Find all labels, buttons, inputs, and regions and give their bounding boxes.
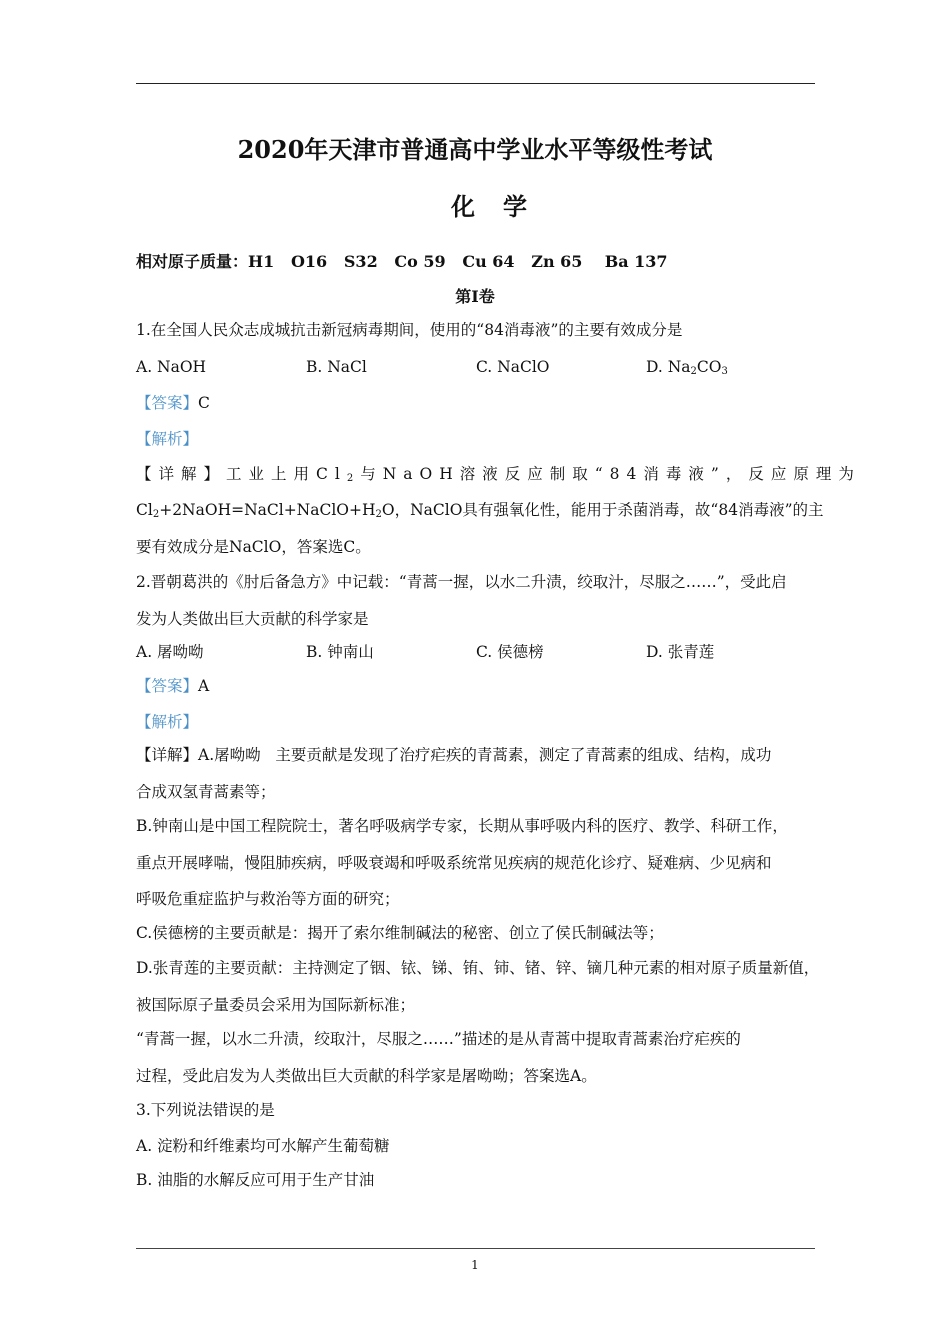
q2-analysis-label: 【解析】 [136,713,199,731]
q1-option-c: C. NaClO [476,358,550,376]
q1-stem: 1.在全国人民众志成城抗击新冠病毒期间，使用的“84消毒液”的主要有效成分是 [136,321,683,339]
q1-detail-line-1: 【详解】工业上用$Cl_2$与NaOH溶液反应制取“84消毒液”，反应原理为 [136,465,861,484]
q3-option-a: A. 淀粉和纤维素均可水解产生葡萄糖 [136,1137,390,1155]
q2-detail-line-7: D.张青莲的主要贡献：主持测定了铟、铱、锑、铕、铈、锗、锌、镝几种元素的相对原子质量新值， [136,959,820,977]
q1-answer-value: C [198,394,210,412]
q2-stem-line-1: 2.晋朝葛洪的《肘后备急方》中记载：“青蒿一握，以水二升渍，绞取汁，尽服之……”，受此启 [136,573,787,591]
q1-option-a: A. NaOH [136,358,207,376]
q2-detail-line-1: 【详解】A.屠呦呦 主要贡献是发现了治疗疟疾的青蒿素，测定了青蒿素的组成、结构，成功 [136,746,772,764]
q2-answer [136,675,816,697]
bottom-rule [136,1248,815,1249]
atomic-mass: 相对原子质量：H1 O16 S32 Co 59 Cu 64 Zn 65 Ba 137 [136,252,668,271]
q2-options [136,641,816,663]
q2-detail-line-10: 过程，受此启发为人类做出巨大贡献的科学家是屠呦呦；答案选A。 [136,1067,597,1085]
page-title: 2020年天津市普通高中学业水平等级性考试 [237,135,713,164]
subject-title: 化学 [451,192,555,221]
top-rule [136,83,815,84]
q3-stem: 3.下列说法错误的是 [136,1101,275,1119]
q1-detail-line-2: $Cl_2+2NaOH=NaCl+NaClO+H_2O$，NaClO具有强氧化性，能用于杀菌消毒，故“84消毒液”的主 [136,501,824,520]
q1-option-b: B. NaCl [306,358,367,376]
q2-option-c: C. 侯德榜 [476,643,544,661]
page-number: 1 [471,1258,479,1272]
q2-option-b: B. 钟南山 [306,643,374,661]
q2-option-d: D. 张青莲 [646,643,715,661]
q2-option-a: A. 屠呦呦 [136,643,204,661]
q2-detail-line-5: 呼吸危重症监护与救治等方面的研究； [136,890,400,908]
q2-detail-line-8: 被国际原子量委员会采用为国际新标准； [136,996,416,1014]
answer-label: 【答案】 [136,677,199,695]
q2-detail-line-6: C.侯德榜的主要贡献是：揭开了索尔维制碱法的秘密、创立了侯氏制碱法等； [136,924,664,942]
section-title: 第Ⅰ卷 [455,287,495,306]
detail-label: 【详解】 [136,746,199,764]
q1-analysis-label: 【解析】 [136,430,199,448]
answer-label: 【答案】 [136,394,199,412]
q3-option-b: B. 油脂的水解反应可用于生产甘油 [136,1171,375,1189]
q2-answer-value: A [198,677,210,695]
q1-answer [136,392,816,414]
detail-label: 【详解】 [136,465,227,483]
q2-detail-line-3: B.钟南山是中国工程院院士，著名呼吸病学专家，长期从事呼吸内科的医疗、教学、科研工作， [136,817,788,835]
q1-detail-line-3: 要有效成分是NaClO，答案选C。 [136,538,371,556]
q1-option-d: D. $Na_2CO_3$ [646,358,728,377]
q2-detail-line-9: “青蒿一握，以水二升渍，绞取汁，尽服之……”描述的是从青蒿中提取青蒿素治疗疟疾的 [136,1030,741,1048]
q2-detail-line-2: 合成双氢青蒿素等； [136,783,276,801]
q2-stem-line-2: 发为人类做出巨大贡献的科学家是 [136,610,369,628]
q1-options [136,356,816,383]
q2-detail-line-4: 重点开展哮喘，慢阻肺疾病，呼吸衰竭和呼吸系统常见疾病的规范化诊疗、疑难病、少见病和 [136,854,772,872]
